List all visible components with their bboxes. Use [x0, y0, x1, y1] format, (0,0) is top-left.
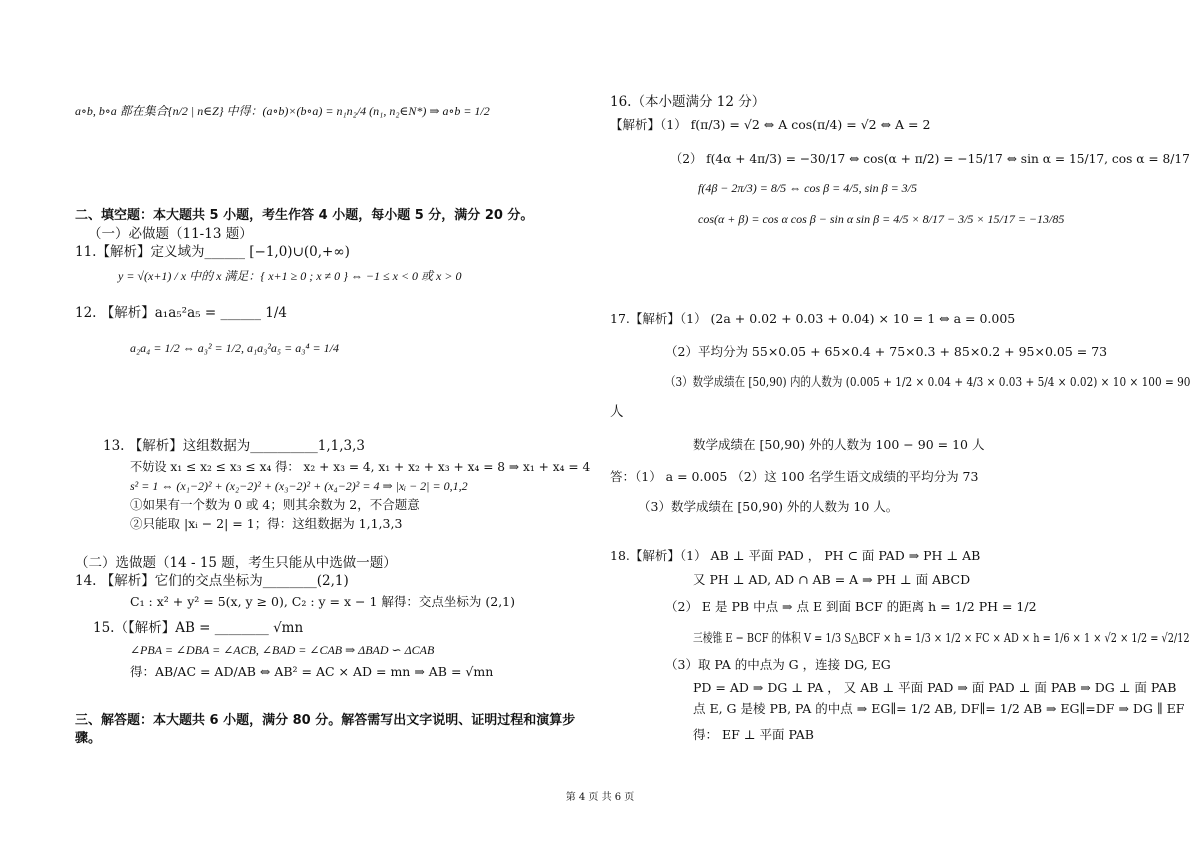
q16-title: 16.（本小题满分 12 分）	[610, 94, 766, 110]
q11-line1: y = √(x+1) / x 中的 x 满足：{ x+1 ≥ 0 ; x ≠ 0 } ⇔ −1 ≤ x < 0 或 x > 0	[118, 269, 462, 283]
sec3-title-2: 骤。	[75, 731, 102, 746]
p10-conclusion: a∘b, b∘a 都在集合{n/2 | n∈Z} 中得：(a∘b)×(b∘a) = n₁n₂/4 (n₁, n₂∈N*) ⇒ a∘b = 1/2	[75, 104, 490, 118]
q17-answer-1: 答：（1） a = 0.005 （2）这 100 名学生语文成绩的平均分为 73	[610, 469, 979, 484]
right-column	[600, 0, 1200, 849]
q17-part1: 17.【解析】（1） (2a + 0.02 + 0.03 + 0.04) × 10 = 1 ⇔ a = 0.005	[610, 311, 1016, 326]
q12-line1: a₂a₄ = 1/2 ⇔ a₃² = 1/2, a₁a₃²a₅ = a₃⁴ = 1/4	[130, 341, 339, 355]
sec2-required: （一）必做题（11-13 题）	[88, 226, 253, 242]
q18-part3-d: 得： EF ⊥ 平面 PAB	[693, 727, 814, 742]
sec2-title: 二、填空题：本大题共 5 小题，考生作答 4 小题，每小题 5 分，满分 20 分。	[75, 208, 534, 223]
q15-answer: 15.（【解析】AB = ________ √mn	[93, 620, 304, 636]
sec2-optional: （二）选做题（14 - 15 题，考生只能从中选做一题）	[75, 555, 397, 571]
sec3-title-1: 三、解答题：本大题共 6 小题，满分 80 分。解答需写出文字说明、证明过程和演算步	[75, 713, 576, 728]
q18-part3-c: 点 E, G 是棱 PB, PA 的中点 ⇒ EG∥= 1/2 AB, DF∥= 1/2 AB ⇒ EG∥=DF ⇒ DG ∥ EF	[693, 701, 1185, 716]
q15-line2: 得：AB/AC = AD/AB ⇔ AB² = AC × AD = mn ⇒ AB = √mn	[130, 664, 494, 679]
q13-line1: 不妨设 x₁ ≤ x₂ ≤ x₃ ≤ x₄ 得： x₂ + x₃ = 4, x₁ + x₂ + x₃ + x₄ = 8 ⇒ x₁ + x₄ = 4	[130, 459, 591, 474]
q17-part3-a: （3）数学成绩在 [50,90) 内的人数为 (0.005 + 1/2 × 0.04 + 4/3 × 0.03 + 5/4 × 0.02) × 10 × 100 = 90	[665, 374, 1191, 389]
q17-part3-c: 数学成绩在 [50,90) 外的人数为 100 − 90 = 10 人	[693, 437, 985, 452]
q12-answer: 12. 【解析】a₁a₅²a₅ = ______ 1/4	[75, 305, 287, 321]
q13-line4: ②只能取 |xᵢ − 2| = 1；得：这组数据为 1,1,3,3	[130, 516, 403, 531]
q16-part2-a: （2） f(4α + 4π/3) = −30/17 ⇔ cos(α + π/2) = −15/17 ⇔ sin α = 15/17, cos α = 8/17	[670, 151, 1190, 166]
q13-answer: 13. 【解析】这组数据为__________1,1,3,3	[103, 438, 365, 454]
page-footer: 第 4 页 共 6 页	[565, 792, 635, 803]
q18-part2-b: 三棱锥 E − BCF 的体积 V = 1/3 S△BCF × h = 1/3 × 1/2 × FC × AD × h = 1/6 × 1 × √2 × 1/2 = √2/12	[693, 630, 1190, 645]
q17-part2: （2）平均分为 55×0.05 + 65×0.4 + 75×0.3 + 85×0.2 + 95×0.05 = 73	[665, 344, 1108, 359]
q18-part3-b: PD = AD ⇒ DG ⊥ PA ， 又 AB ⊥ 平面 PAD ⇒ 面 PAD ⊥ 面 PAB ⇒ DG ⊥ 面 PAB	[693, 680, 1177, 695]
q18-part1-a: 18.【解析】（1） AB ⊥ 平面 PAD ， PH ⊂ 面 PAD ⇒ PH ⊥ AB	[610, 548, 981, 563]
q18-part3-a: （3）取 PA 的中点为 G ，连接 DG, EG	[665, 657, 891, 672]
q13-line3: ①如果有一个数为 0 或 4；则其余数为 2，不合题意	[130, 497, 420, 512]
q15-line1: ∠PBA = ∠DBA = ∠ACB, ∠BAD = ∠CAB ⇒ ΔBAD ∽ ΔCAB	[130, 643, 435, 657]
q16-part1: 【解析】（1） f(π/3) = √2 ⇔ A cos(π/4) = √2 ⇔ A = 2	[610, 117, 931, 132]
q16-part2-c: cos(α + β) = cos α cos β − sin α sin β = 4/5 × 8/17 − 3/5 × 15/17 = −13/85	[698, 212, 1065, 226]
q14-answer: 14. 【解析】它们的交点坐标为________(2,1)	[75, 573, 349, 589]
q16-part2-b: f(4β − 2π/3) = 8/5 ⇔ cos β = 4/5, sin β = 3/5	[698, 181, 917, 195]
q17-answer-2: （3）数学成绩在 [50,90) 外的人数为 10 人。	[638, 499, 899, 514]
q17-part3-b: 人	[610, 404, 624, 420]
q18-part2-a: （2） E 是 PB 中点 ⇒ 点 E 到面 BCF 的距离 h = 1/2 PH = 1/2	[665, 599, 1037, 614]
q14-line1: C₁ : x² + y² = 5(x, y ≥ 0), C₂ : y = x − 1 解得：交点坐标为 (2,1)	[130, 594, 516, 609]
q13-line2: s² = 1 ⇔ (x₁−2)² + (x₂−2)² + (x₃−2)² + (x₄−2)² = 4 ⇒ |xᵢ − 2| = 0,1,2	[130, 479, 468, 493]
q11-answer: 11.【解析】定义域为______ [−1,0)∪(0,+∞)	[75, 244, 350, 260]
q18-part1-b: 又 PH ⊥ AD, AD ∩ AB = A ⇒ PH ⊥ 面 ABCD	[693, 572, 971, 587]
